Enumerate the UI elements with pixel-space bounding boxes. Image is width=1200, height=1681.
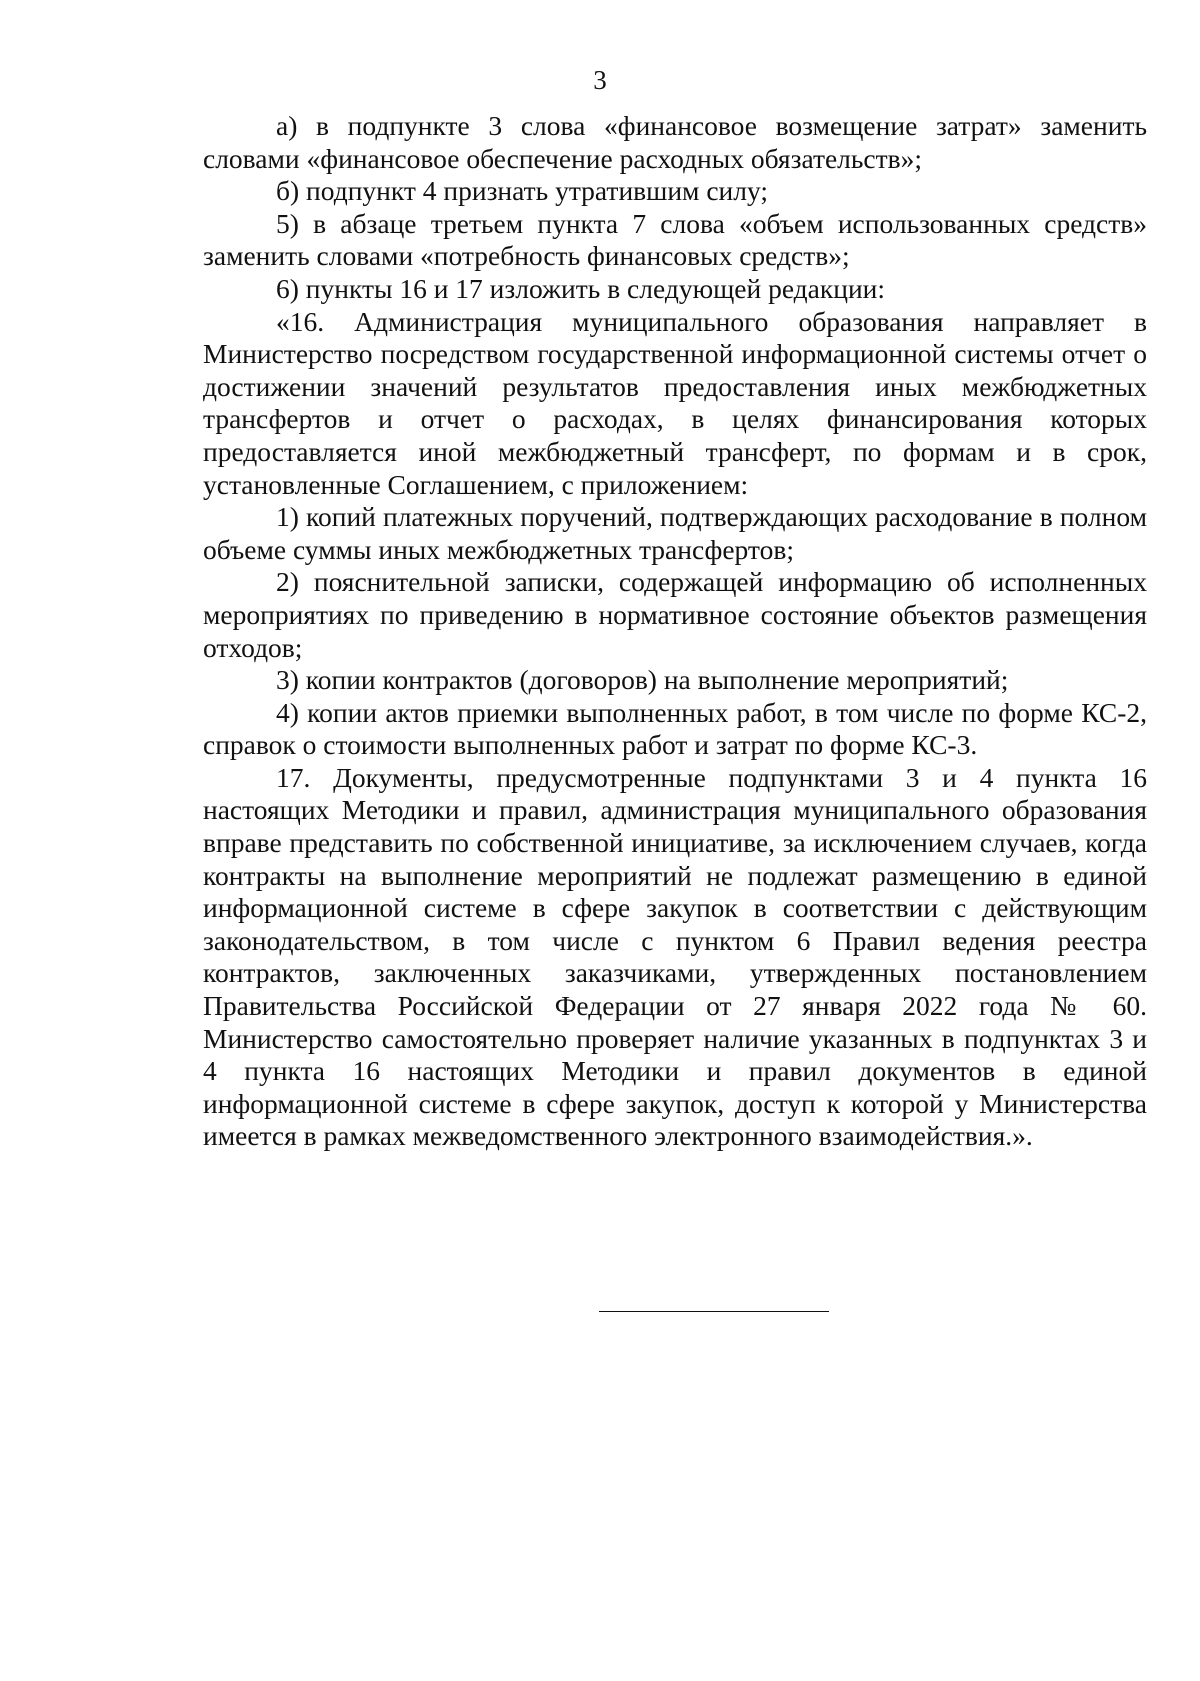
paragraph-16-item-4: 4) копии актов приемки выполненных работ, в том числе по форме КС-2, справок о стоимости выполненных работ и затрат по форме КС-3.	[203, 696, 1147, 761]
paragraph-16-item-1: 1) копий платежных поручений, подтверждающих расходование в полном объеме суммы иных межбюджетных трансфертов;	[203, 501, 1147, 565]
document-body	[203, 110, 1147, 1153]
page-number: 3	[593, 65, 607, 95]
paragraph-a: а) в подпункте 3 слова «финансовое возмещение затрат» заменить словами «финансовое обеспечение расходных обязательств»;	[203, 110, 1147, 174]
paragraph-16: «16. Администрация муниципального образования направляет в Министерство посредством государственной информационной системы отчет о достижении значений результатов предоставления иных межбюджетных трансфертов и отчет о расходах, в целях финансирования которых предоставляется иной межбюджетный трансферт, по формам и в срок, установленные Соглашением, с приложением:	[203, 305, 1147, 500]
paragraph-16-item-3: 3) копии контрактов (договоров) на выполнение мероприятий;	[276, 664, 1009, 696]
closing-divider-line	[599, 1311, 829, 1312]
paragraph-b: б) подпункт 4 признать утратившим силу;	[276, 175, 768, 207]
paragraph-6: 6) пункты 16 и 17 изложить в следующей редакции:	[276, 272, 886, 304]
paragraph-17: 17. Документы, предусмотренные подпунктами 3 и 4 пункта 16 настоящих Методики и правил, администрация муниципального образования вправе представить по собственной инициативе, за исключением случаев, когда контракты на выполнение мероприятий не подлежат размещению в единой информационной системе в сфере закупок в соответствии с действующим законодательством, в том числе с пунктом 6 Правил ведения реестра контрактов, заключенных заказчиками, утвержденных постановлением Правительства Российской Федерации от 27 января 2022 года № 60. Министерство самостоятельно проверяет наличие указанных в подпунктах 3 и 4 пункта 16 настоящих Методики и правил документов в единой информационной системе в сфере закупок, доступ к которой у Министерства имеется в рамках межведомственного электронного взаимодействия.».	[203, 761, 1147, 1152]
paragraph-5: 5) в абзаце третьем пункта 7 слова «объем использованных средств» заменить словами «потребность финансовых средств»;	[203, 207, 1147, 272]
paragraph-16-item-2: 2) пояснительной записки, содержащей информацию об исполненных мероприятиях по приведению в нормативное состояние объектов размещения отходов;	[203, 566, 1147, 663]
